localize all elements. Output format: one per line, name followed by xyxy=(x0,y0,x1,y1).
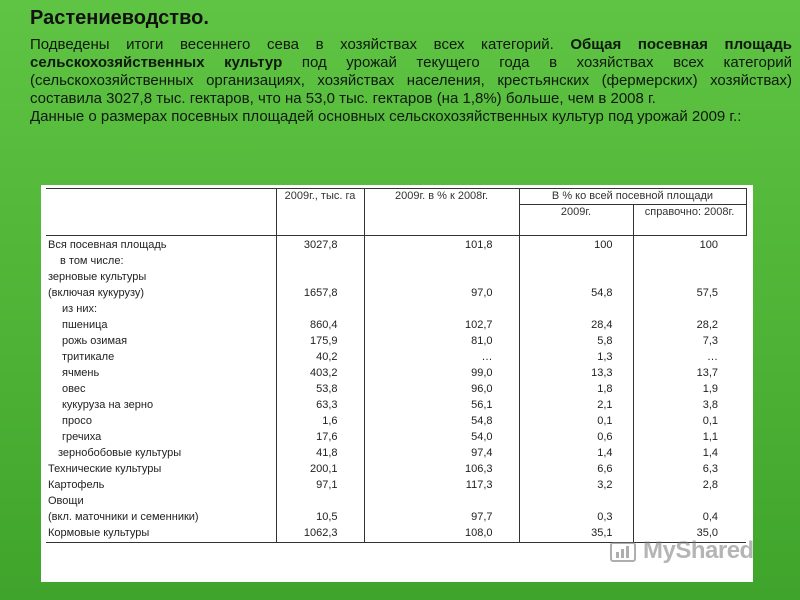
cell-v1: 175,9 xyxy=(276,334,364,350)
cell-v2: 117,3 xyxy=(364,478,519,494)
cell-v2: 108,0 xyxy=(364,526,519,543)
header-area-2009: 2009г., тыс. га xyxy=(276,189,364,236)
cell-v2: 97,0 xyxy=(364,286,519,302)
table-body xyxy=(46,236,746,543)
cell-v1: 63,3 xyxy=(276,398,364,414)
row-label: пшеница xyxy=(62,319,108,332)
table-row xyxy=(46,302,746,318)
cell-v2: 56,1 xyxy=(364,398,519,414)
cell-v1 xyxy=(276,494,364,510)
cell-v3: 13,3 xyxy=(519,366,633,382)
cell-v3: 2,1 xyxy=(519,398,633,414)
cell-v1 xyxy=(276,254,364,270)
cell-v4: 7,3 xyxy=(633,334,746,350)
summary-paragraph xyxy=(30,36,792,108)
cell-v1: 1,6 xyxy=(276,414,364,430)
cell-v4: 35,0 xyxy=(633,526,746,543)
row-label: просо xyxy=(62,415,92,428)
cell-v1: 860,4 xyxy=(276,318,364,334)
label-header xyxy=(46,189,276,236)
table-row xyxy=(46,510,746,526)
cell-v3: 100 xyxy=(519,236,633,255)
cell-v1: 1062,3 xyxy=(276,526,364,543)
table-row xyxy=(46,494,746,510)
watermark-text: MyShared xyxy=(643,537,754,564)
table-row xyxy=(46,350,746,366)
cell-v3: 1,3 xyxy=(519,350,633,366)
cell-v3 xyxy=(519,270,633,286)
cell-v2 xyxy=(364,494,519,510)
cell-v4: 3,8 xyxy=(633,398,746,414)
table-row xyxy=(46,286,746,302)
table-row xyxy=(46,334,746,350)
cell-v2: 81,0 xyxy=(364,334,519,350)
data-table-sheet xyxy=(41,185,753,582)
summary-bold: Общая посевная площадь сельскохозяйственных культур xyxy=(30,36,793,71)
row-label: гречиха xyxy=(62,431,102,444)
cell-v1: 97,1 xyxy=(276,478,364,494)
cell-v3: 0,1 xyxy=(519,414,633,430)
table-row xyxy=(46,462,746,478)
table-row xyxy=(46,236,746,255)
row-label: ячмень xyxy=(62,367,100,380)
cell-v3: 35,1 xyxy=(519,526,633,543)
table-row xyxy=(46,270,746,286)
cell-v1: 403,2 xyxy=(276,366,364,382)
cell-v2: 99,0 xyxy=(364,366,519,382)
cell-v3 xyxy=(519,302,633,318)
row-label: Технические культуры xyxy=(48,463,162,476)
row-label: овес xyxy=(62,383,86,396)
table-row xyxy=(46,430,746,446)
cell-v2: 102,7 xyxy=(364,318,519,334)
cell-v2: … xyxy=(364,350,519,366)
cell-v4: 6,3 xyxy=(633,462,746,478)
cell-v1: 17,6 xyxy=(276,430,364,446)
cell-v1: 10,5 xyxy=(276,510,364,526)
cell-v2: 54,0 xyxy=(364,430,519,446)
cell-v2 xyxy=(364,254,519,270)
cell-v2: 96,0 xyxy=(364,382,519,398)
row-label: тритикале xyxy=(62,351,115,364)
cell-v2: 101,8 xyxy=(364,236,519,255)
row-label: (вкл. маточники и семенники) xyxy=(48,511,199,524)
cell-v4: 13,7 xyxy=(633,366,746,382)
cell-v4: 1,1 xyxy=(633,430,746,446)
cell-v3: 0,3 xyxy=(519,510,633,526)
watermark-icon xyxy=(609,537,639,567)
cell-v4 xyxy=(633,270,746,286)
table-row xyxy=(46,382,746,398)
cell-v3: 54,8 xyxy=(519,286,633,302)
table-row xyxy=(46,414,746,430)
cell-v3: 3,2 xyxy=(519,478,633,494)
cell-v1: 3027,8 xyxy=(276,236,364,255)
summary-pre: Подведены итоги весеннего сева в хозяйствах всех категорий. xyxy=(30,36,571,53)
table-row xyxy=(46,478,746,494)
table-row xyxy=(46,526,746,543)
cell-v1: 200,1 xyxy=(276,462,364,478)
cell-v4: … xyxy=(633,350,746,366)
cell-v1 xyxy=(276,302,364,318)
cell-v2 xyxy=(364,302,519,318)
header-share-group: В % ко всей посевной площади xyxy=(519,189,746,205)
cell-v4: 1,9 xyxy=(633,382,746,398)
table-row xyxy=(46,254,746,270)
row-label: кукуруза на зерно xyxy=(62,399,154,412)
cell-v1: 40,2 xyxy=(276,350,364,366)
row-label: в том числе: xyxy=(60,255,124,268)
header-percent-to-2008: 2009г. в % к 2008г. xyxy=(364,189,519,236)
cell-v3: 28,4 xyxy=(519,318,633,334)
row-label: из них: xyxy=(62,303,98,316)
cell-v4: 57,5 xyxy=(633,286,746,302)
cell-v3: 5,8 xyxy=(519,334,633,350)
cell-v2: 97,4 xyxy=(364,446,519,462)
cell-v3: 6,6 xyxy=(519,462,633,478)
cell-v3 xyxy=(519,494,633,510)
row-label: Картофель xyxy=(48,479,105,492)
slide-title: Растениеводство. xyxy=(30,7,209,29)
sown-area-table xyxy=(46,188,747,543)
table-intro-paragraph: Данные о размерах посевных площадей основных сельскохозяйственных культур под урожай 2009 г.: xyxy=(30,108,742,125)
table-row xyxy=(46,318,746,334)
cell-v4 xyxy=(633,302,746,318)
cell-v4: 100 xyxy=(633,236,746,255)
row-label: Овощи xyxy=(48,495,84,508)
cell-v3: 1,4 xyxy=(519,446,633,462)
row-label: рожь озимая xyxy=(62,335,128,348)
row-label: (включая кукурузу) xyxy=(48,287,145,300)
cell-v3: 0,6 xyxy=(519,430,633,446)
table-row xyxy=(46,446,746,462)
row-label: зернобобовые культуры xyxy=(58,447,182,460)
cell-v4: 1,4 xyxy=(633,446,746,462)
intro-text xyxy=(30,36,792,126)
cell-v1: 53,8 xyxy=(276,382,364,398)
cell-v3 xyxy=(519,254,633,270)
cell-v1: 41,8 xyxy=(276,446,364,462)
header-share-2008: справочно: 2008г. xyxy=(633,205,746,236)
table-row xyxy=(46,398,746,414)
table-row xyxy=(46,366,746,382)
cell-v1 xyxy=(276,270,364,286)
row-label: зерновые культуры xyxy=(48,271,147,284)
cell-v2: 97,7 xyxy=(364,510,519,526)
summary-post: под урожай текущего года в хозяйствах всех категорий (сельскохозяйственных организациях, хозяйствах населения, крестьянских (фермерских) хозяйствах) составила 3027,8 тыс. гектаров, что на 53,0 тыс. гектаров (на 1,8%) больше, чем в 2008 г. xyxy=(30,54,792,107)
cell-v4 xyxy=(633,494,746,510)
cell-v4: 2,8 xyxy=(633,478,746,494)
row-label: Кормовые культуры xyxy=(46,526,276,543)
cell-v1: 1657,8 xyxy=(276,286,364,302)
cell-v2 xyxy=(364,270,519,286)
header-share-2009: 2009г. xyxy=(519,205,633,236)
cell-v4: 28,2 xyxy=(633,318,746,334)
row-label: Вся посевная площадь xyxy=(48,239,167,252)
cell-v2: 54,8 xyxy=(364,414,519,430)
cell-v4: 0,1 xyxy=(633,414,746,430)
cell-v4 xyxy=(633,254,746,270)
cell-v2: 106,3 xyxy=(364,462,519,478)
cell-v4: 0,4 xyxy=(633,510,746,526)
cell-v3: 1,8 xyxy=(519,382,633,398)
